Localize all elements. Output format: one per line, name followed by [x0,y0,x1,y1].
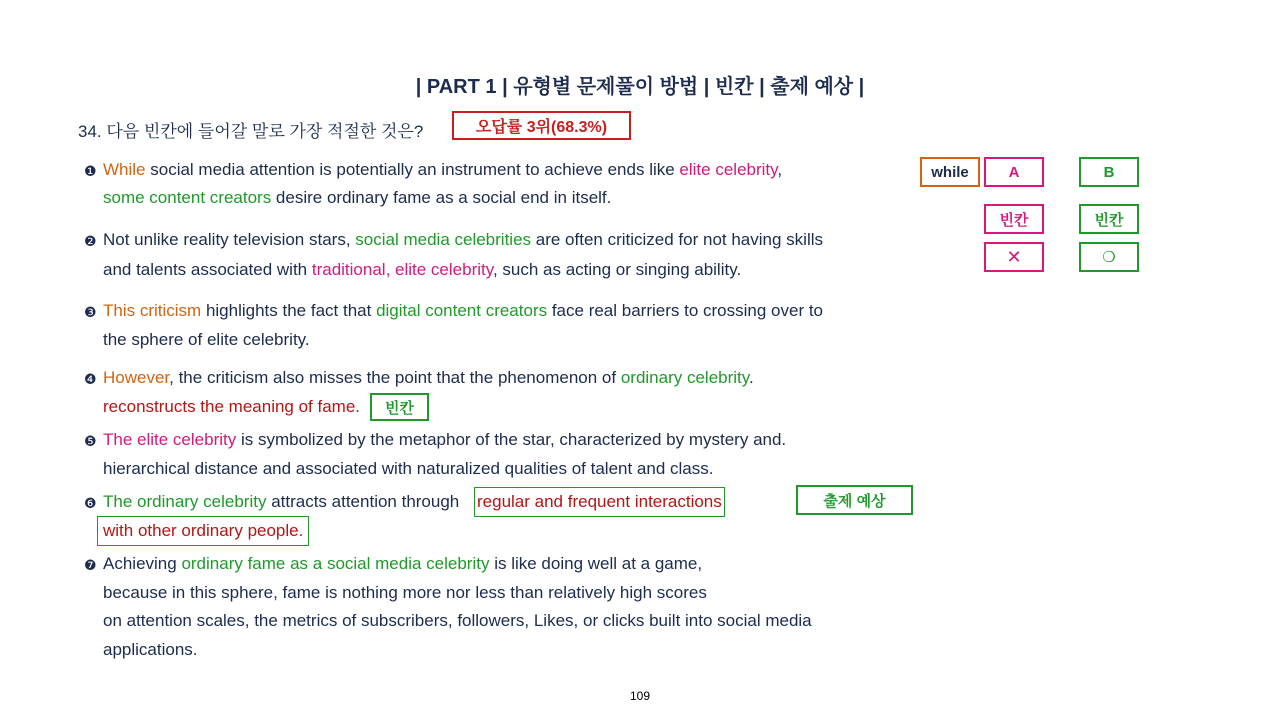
column-b-label: B [1079,157,1139,187]
keyword: ordinary celebrity [620,368,750,387]
text: and talents associated with [103,260,312,279]
text: , [777,160,783,179]
text: are often criticized for not having skills [531,230,823,249]
sentence-3-line-1 [103,300,823,322]
sentence-number-4: ❹ [84,371,97,387]
sentence-2-line-2 [103,259,741,281]
blank-tag: 빈칸 [370,393,429,421]
sentence-5-line-1 [103,429,786,451]
text: , such as acting or singing ability. [492,260,742,279]
text: , the criticism also misses the point that the phenomenon of [169,368,621,387]
text: the sphere of elite celebrity. [103,330,310,349]
highlight-phrase: regular and frequent interactions [474,487,725,517]
text: Achieving [103,554,182,573]
keyword: reconstructs the meaning of fame. [103,397,361,416]
sentence-7-line-4 [103,639,198,661]
error-rate-badge: 오답률 3위(68.3%) [452,111,631,140]
text: on attention scales, the metrics of subscribers, followers, Likes, or clicks built into social media [103,611,812,630]
text: is symbolized by the metaphor of the star, characterized by mystery and. [236,430,787,449]
sentence-7-line-2 [103,582,707,604]
text: face real barriers to crossing over to [547,301,824,320]
keyword: The elite celebrity [103,430,237,449]
sentence-number-6: ❻ [84,495,97,511]
sentence-1-line-2 [103,187,611,209]
keyword: elite celebrity [679,160,778,179]
exam-prediction-tag: 출제 예상 [796,485,913,515]
highlight-phrase: with other ordinary people. [97,516,309,546]
keyword: some content creators [103,188,272,207]
keyword: However [103,368,170,387]
page-title: | PART 1 | 유형별 문제풀이 방법 | 빈칸 | 출제 예상 | [415,76,865,98]
sentence-2-line-1 [103,229,823,251]
sentence-6-line-1 [103,491,459,513]
sentence-number-5: ❺ [84,433,97,449]
sentence-7-line-1 [103,553,702,575]
sentence-3-line-2 [103,329,310,351]
sentence-number-1: ❶ [84,163,97,179]
sentence-5-line-2 [103,458,713,480]
text: desire ordinary fame as a social end in itself. [271,188,612,207]
keyword: social media celebrities [355,230,532,249]
column-b-blank: 빈칸 [1079,204,1139,234]
keyword: digital content creators [376,301,548,320]
while-label: while [920,157,980,187]
sentence-1-line-1 [103,159,782,181]
text: social media attention is potentially an instrument to achieve ends like [145,160,680,179]
sentence-number-7: ❼ [84,557,97,573]
column-a-label: A [984,157,1044,187]
sentence-4-line-2 [103,396,360,418]
sentence-4-line-1 [103,367,754,389]
keyword: traditional, elite celebrity [311,260,493,279]
text: Not unlike reality television stars, [103,230,356,249]
column-a-x-mark: ✕ [984,242,1044,272]
sentence-number-2: ❷ [84,233,97,249]
page-number: 109 [629,689,651,703]
keyword: This criticism [103,301,202,320]
text: . [749,368,754,387]
text: applications. [103,640,198,659]
text: is like doing well at a game, [489,554,703,573]
keyword: ordinary fame as a social media celebrity [181,554,490,573]
column-b-o-mark: ❍ [1079,242,1139,272]
column-a-blank: 빈칸 [984,204,1044,234]
sentence-7-line-3 [103,610,812,632]
question-text: 34. 다음 빈칸에 들어갈 말로 가장 적절한 것은? [78,122,424,141]
keyword: The ordinary celebrity [103,492,267,511]
text: attracts attention through [266,492,460,511]
text: highlights the fact that [201,301,377,320]
text: hierarchical distance and associated with naturalized qualities of talent and class. [103,459,714,478]
text: because in this sphere, fame is nothing more nor less than relatively high scores [103,583,707,602]
sentence-number-3: ❸ [84,304,97,320]
keyword: While [103,160,146,179]
